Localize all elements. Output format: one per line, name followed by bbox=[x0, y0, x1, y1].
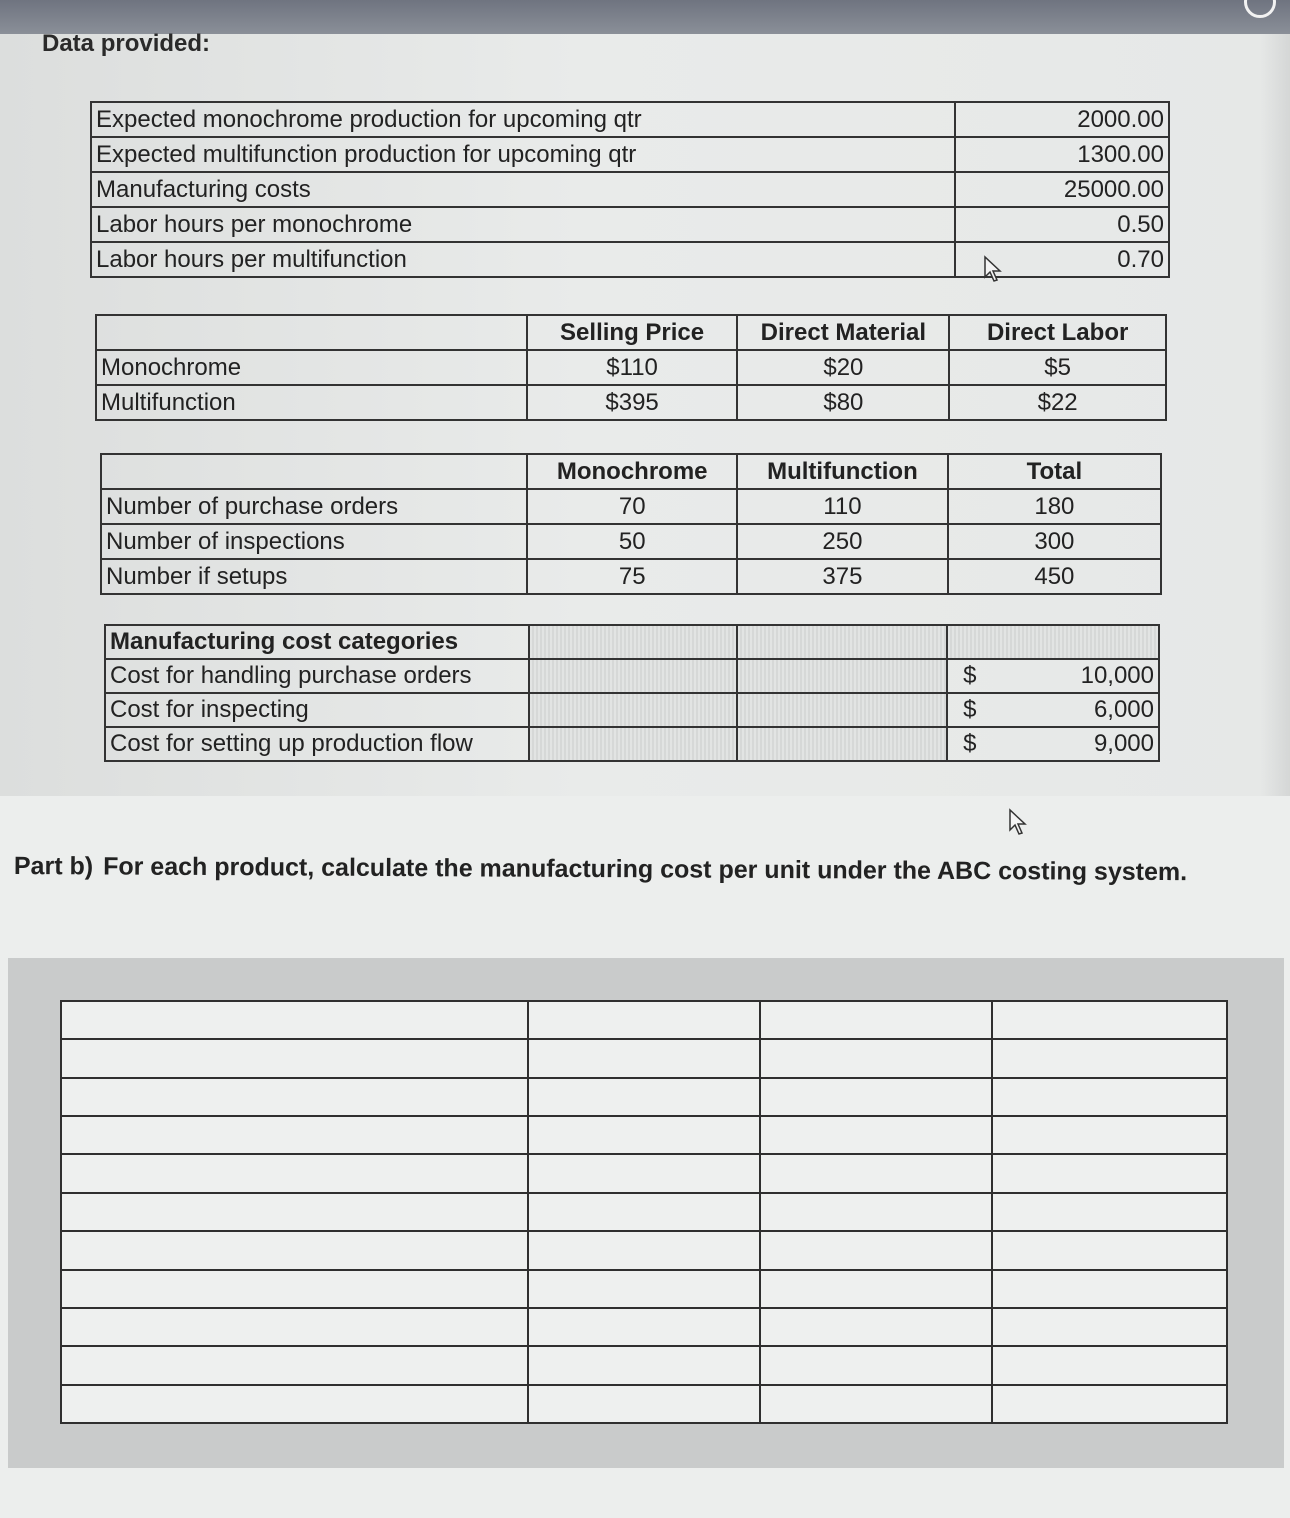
row-label: Multifunction bbox=[96, 385, 527, 420]
answer-row bbox=[61, 1231, 1227, 1269]
answer-cell[interactable] bbox=[992, 1039, 1227, 1077]
direct-labor-cell: $22 bbox=[949, 385, 1166, 420]
currency-cell: $ bbox=[947, 693, 991, 727]
answer-cell[interactable] bbox=[61, 1385, 528, 1423]
answer-row bbox=[61, 1270, 1227, 1308]
answer-cell[interactable] bbox=[528, 1039, 760, 1077]
row-value: 1300.00 bbox=[955, 137, 1170, 172]
row-value: 2000.00 bbox=[955, 102, 1170, 137]
table-row bbox=[105, 659, 1159, 693]
answer-cell[interactable] bbox=[760, 1231, 993, 1269]
part-b-question bbox=[14, 852, 1187, 887]
empty-cell bbox=[529, 727, 737, 761]
table-row bbox=[91, 102, 1169, 137]
answer-row bbox=[61, 1078, 1227, 1116]
answer-cell[interactable] bbox=[992, 1001, 1227, 1039]
table-header-row bbox=[105, 625, 1159, 659]
header-empty bbox=[101, 454, 527, 489]
empty-cell bbox=[737, 625, 947, 659]
table-row bbox=[101, 489, 1161, 524]
row-label: Cost for inspecting bbox=[105, 693, 529, 727]
answer-cell[interactable] bbox=[61, 1193, 528, 1231]
empty-cell bbox=[947, 625, 1159, 659]
answer-cell[interactable] bbox=[760, 1308, 993, 1346]
answer-row bbox=[61, 1385, 1227, 1423]
answer-cell[interactable] bbox=[992, 1193, 1227, 1231]
row-label: Monochrome bbox=[96, 350, 527, 385]
total-cell: 300 bbox=[948, 524, 1161, 559]
table-row bbox=[105, 693, 1159, 727]
answer-cell[interactable] bbox=[760, 1385, 993, 1423]
screen-top-bezel bbox=[0, 0, 1290, 34]
table-row bbox=[91, 242, 1169, 277]
answer-cell[interactable] bbox=[528, 1270, 760, 1308]
camera-circle-icon bbox=[1244, 0, 1276, 18]
header-direct-material: Direct Material bbox=[737, 315, 949, 350]
answer-row bbox=[61, 1001, 1227, 1039]
table-row bbox=[91, 207, 1169, 242]
answer-row bbox=[61, 1154, 1227, 1192]
price-cost-table bbox=[95, 314, 1167, 421]
empty-cell bbox=[737, 693, 947, 727]
answer-cell[interactable] bbox=[992, 1078, 1227, 1116]
answer-cell[interactable] bbox=[760, 1154, 993, 1192]
answer-cell[interactable] bbox=[61, 1308, 528, 1346]
answer-row bbox=[61, 1346, 1227, 1384]
header-monochrome: Monochrome bbox=[527, 454, 737, 489]
row-label: Cost for setting up production flow bbox=[105, 727, 529, 761]
table-row bbox=[105, 727, 1159, 761]
answer-cell[interactable] bbox=[760, 1078, 993, 1116]
answer-cell[interactable] bbox=[528, 1154, 760, 1192]
multifunction-cell: 375 bbox=[737, 559, 948, 594]
monochrome-cell: 75 bbox=[527, 559, 737, 594]
table-row bbox=[96, 385, 1166, 420]
answer-cell[interactable] bbox=[61, 1001, 528, 1039]
direct-material-cell: $80 bbox=[737, 385, 949, 420]
answer-cell[interactable] bbox=[760, 1039, 993, 1077]
row-label: Number if setups bbox=[101, 559, 527, 594]
panel-edge-shade bbox=[1260, 34, 1290, 796]
cost-categories-table bbox=[104, 624, 1160, 762]
answer-cell[interactable] bbox=[760, 1270, 993, 1308]
cursor-arrow-icon bbox=[983, 255, 1005, 283]
currency-cell: $ bbox=[947, 659, 991, 693]
answer-cell[interactable] bbox=[528, 1078, 760, 1116]
answer-cell[interactable] bbox=[992, 1154, 1227, 1192]
empty-cell bbox=[529, 625, 737, 659]
row-label: Labor hours per multifunction bbox=[91, 242, 955, 277]
header-total: Total bbox=[948, 454, 1161, 489]
answer-cell[interactable] bbox=[992, 1308, 1227, 1346]
direct-material-cell: $20 bbox=[737, 350, 949, 385]
row-value: 0.50 bbox=[955, 207, 1170, 242]
empty-cell bbox=[529, 659, 737, 693]
table-row bbox=[91, 137, 1169, 172]
answer-cell[interactable] bbox=[992, 1346, 1227, 1384]
data-provided-heading: Data provided: bbox=[42, 30, 211, 57]
table-row bbox=[96, 350, 1166, 385]
amount-cell: 6,000 bbox=[991, 693, 1159, 727]
answer-cell[interactable] bbox=[528, 1193, 760, 1231]
answer-cell[interactable] bbox=[61, 1154, 528, 1192]
answer-cell[interactable] bbox=[760, 1346, 993, 1384]
answer-cell[interactable] bbox=[61, 1346, 528, 1384]
answer-cell[interactable] bbox=[61, 1039, 528, 1077]
direct-labor-cell: $5 bbox=[949, 350, 1166, 385]
part-b-label: Part b) bbox=[13, 852, 94, 881]
answer-cell[interactable] bbox=[528, 1385, 760, 1423]
answer-grid[interactable] bbox=[60, 1000, 1228, 1424]
table-row bbox=[101, 559, 1161, 594]
activity-drivers-table bbox=[100, 453, 1162, 595]
selling-price-cell: $110 bbox=[527, 350, 738, 385]
part-b-text: For each product, calculate the manufacturing cost per unit under the ABC costing system. bbox=[103, 852, 1188, 887]
answer-cell[interactable] bbox=[992, 1231, 1227, 1269]
answer-cell[interactable] bbox=[760, 1116, 993, 1154]
header-multifunction: Multifunction bbox=[737, 454, 948, 489]
production-data-table bbox=[90, 101, 1170, 278]
answer-cell[interactable] bbox=[61, 1270, 528, 1308]
cost-categories-title: Manufacturing cost categories bbox=[105, 625, 529, 659]
selling-price-cell: $395 bbox=[527, 385, 738, 420]
answer-cell[interactable] bbox=[61, 1116, 528, 1154]
answer-row bbox=[61, 1308, 1227, 1346]
table-header-row bbox=[101, 454, 1161, 489]
total-cell: 180 bbox=[948, 489, 1161, 524]
header-selling-price: Selling Price bbox=[527, 315, 738, 350]
monochrome-cell: 50 bbox=[527, 524, 737, 559]
row-label: Number of purchase orders bbox=[101, 489, 527, 524]
header-empty bbox=[96, 315, 527, 350]
answer-row bbox=[61, 1039, 1227, 1077]
amount-cell: 10,000 bbox=[991, 659, 1159, 693]
answer-cell[interactable] bbox=[992, 1116, 1227, 1154]
table-row bbox=[91, 172, 1169, 207]
empty-cell bbox=[529, 693, 737, 727]
answer-cell[interactable] bbox=[528, 1231, 760, 1269]
answer-cell[interactable] bbox=[61, 1231, 528, 1269]
monochrome-cell: 70 bbox=[527, 489, 737, 524]
row-label: Expected multifunction production for upcoming qtr bbox=[91, 137, 955, 172]
total-cell: 450 bbox=[948, 559, 1161, 594]
cursor-arrow-icon bbox=[1008, 808, 1030, 836]
answer-cell[interactable] bbox=[992, 1385, 1227, 1423]
amount-cell: 9,000 bbox=[991, 727, 1159, 761]
answer-cell[interactable] bbox=[528, 1308, 760, 1346]
empty-cell bbox=[737, 727, 947, 761]
header-direct-labor: Direct Labor bbox=[949, 315, 1166, 350]
empty-cell bbox=[737, 659, 947, 693]
currency-cell: $ bbox=[947, 727, 991, 761]
answer-cell[interactable] bbox=[528, 1346, 760, 1384]
row-value: 0.70 bbox=[955, 242, 1170, 277]
row-label: Number of inspections bbox=[101, 524, 527, 559]
table-header-row bbox=[96, 315, 1166, 350]
answer-cell[interactable] bbox=[760, 1193, 993, 1231]
row-label: Cost for handling purchase orders bbox=[105, 659, 529, 693]
multifunction-cell: 250 bbox=[737, 524, 948, 559]
row-label: Expected monochrome production for upcoming qtr bbox=[91, 102, 955, 137]
answer-row bbox=[61, 1193, 1227, 1231]
row-value: 25000.00 bbox=[955, 172, 1170, 207]
answer-cell[interactable] bbox=[760, 1001, 993, 1039]
row-label: Manufacturing costs bbox=[91, 172, 955, 207]
answer-row bbox=[61, 1116, 1227, 1154]
row-label: Labor hours per monochrome bbox=[91, 207, 955, 242]
answer-cell[interactable] bbox=[992, 1270, 1227, 1308]
table-row bbox=[101, 524, 1161, 559]
answer-cell[interactable] bbox=[61, 1078, 528, 1116]
answer-cell[interactable] bbox=[528, 1116, 760, 1154]
answer-cell[interactable] bbox=[528, 1001, 760, 1039]
multifunction-cell: 110 bbox=[737, 489, 948, 524]
